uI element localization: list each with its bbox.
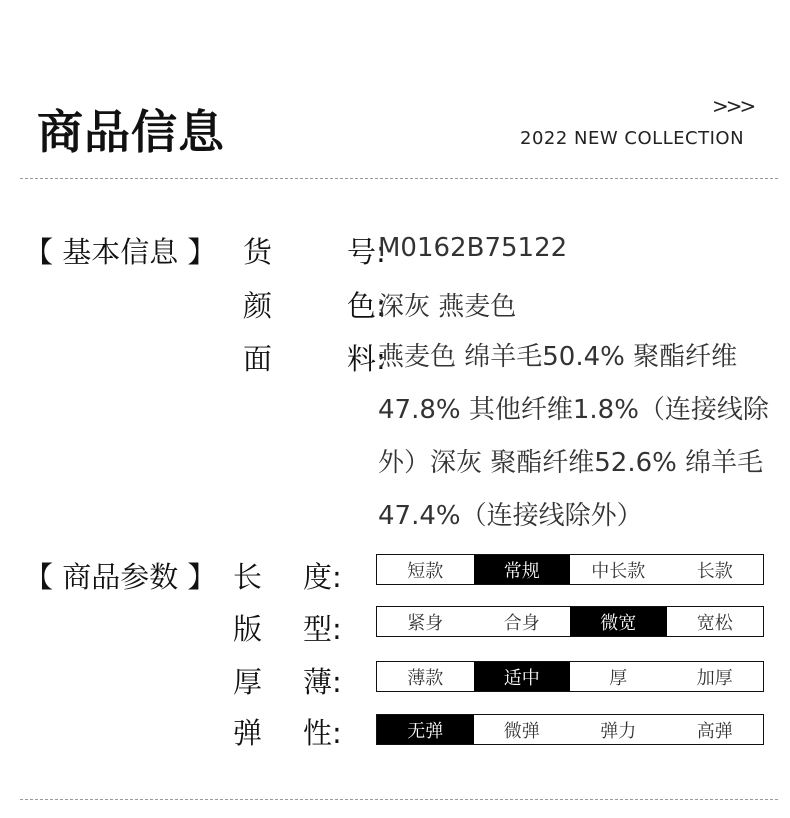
- color-label: 颜 色:: [243, 289, 386, 323]
- collection-subtitle: 2022 NEW COLLECTION: [520, 128, 745, 149]
- params-section-label: 【 商品参数 】: [24, 560, 217, 594]
- thickness-option-medium[interactable]: 适中: [474, 662, 571, 691]
- fit-option-fitted[interactable]: 合身: [503, 612, 540, 634]
- item-number-value: M0162B75122: [378, 233, 568, 263]
- elasticity-options: [376, 714, 764, 745]
- basic-info-section-label: 【 基本信息 】: [24, 235, 217, 269]
- length-option-short[interactable]: 短款: [407, 560, 444, 582]
- elasticity-option-none[interactable]: 无弹: [377, 715, 474, 744]
- color-value: 深灰 燕麦色: [378, 292, 517, 322]
- elasticity-option-high[interactable]: 高弹: [696, 720, 733, 742]
- top-divider: [20, 178, 778, 179]
- elasticity-option-slight[interactable]: 微弹: [503, 720, 540, 742]
- length-options: [376, 554, 764, 585]
- length-label: 长 度:: [233, 560, 342, 594]
- item-number-label: 货 号:: [243, 235, 386, 269]
- fit-option-loose[interactable]: 宽松: [696, 612, 733, 634]
- fit-option-slightly-loose[interactable]: 微宽: [570, 607, 667, 636]
- thickness-option-thick[interactable]: 厚: [609, 667, 628, 689]
- thickness-option-thin[interactable]: 薄款: [407, 667, 444, 689]
- arrows-icon: >>>: [712, 94, 754, 118]
- bottom-divider: [20, 799, 778, 800]
- thickness-option-extra-thick[interactable]: 加厚: [696, 667, 733, 689]
- fabric-value: 燕麦色 绵羊毛50.4% 聚酯纤维47.8% 其他纤维1.8%（连接线除外）深灰 聚酯纤维52.6% 绵羊毛47.4%（连接线除外）: [378, 342, 769, 531]
- thickness-label: 厚 薄:: [233, 665, 342, 699]
- length-option-long[interactable]: 长款: [696, 560, 733, 582]
- page-title: 商品信息: [37, 105, 225, 159]
- fit-options: [376, 606, 764, 637]
- fit-option-slim[interactable]: 紧身: [407, 612, 444, 634]
- elasticity-label: 弹 性:: [233, 716, 342, 750]
- length-option-mid[interactable]: 中长款: [591, 560, 646, 582]
- length-option-regular[interactable]: 常规: [474, 555, 571, 584]
- fit-label: 版 型:: [233, 612, 342, 646]
- elasticity-option-stretch[interactable]: 弹力: [600, 720, 637, 742]
- fabric-label: 面 料:: [243, 342, 386, 376]
- thickness-options: [376, 661, 764, 692]
